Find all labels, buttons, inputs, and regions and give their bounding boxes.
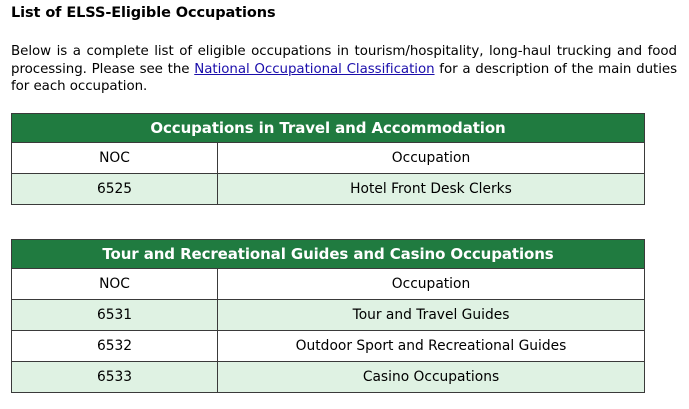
noc-link[interactable]: National Occupational Classification bbox=[194, 61, 435, 77]
occupation-cell: Hotel Front Desk Clerks bbox=[218, 174, 645, 205]
table-row bbox=[12, 300, 645, 331]
table-row bbox=[12, 362, 645, 393]
column-header-noc: NOC bbox=[12, 269, 218, 300]
intro-text-before-link: Below is a complete list of eligible occupations in tourism/hospitality, long-haul trucking and food processing. Please see the bbox=[11, 44, 677, 77]
occupation-cell: Casino Occupations bbox=[218, 362, 645, 393]
intro-text-after-link: for a description of the main duties for each occupation. bbox=[11, 61, 678, 94]
table-row bbox=[12, 174, 645, 205]
table-title: Tour and Recreational Guides and Casino Occupations bbox=[12, 240, 645, 269]
column-header-noc: NOC bbox=[12, 143, 218, 174]
noc-code-cell: 6531 bbox=[12, 300, 218, 331]
noc-code-cell: 6533 bbox=[12, 362, 218, 393]
column-header-occupation: Occupation bbox=[218, 143, 645, 174]
travel-accommodation-table bbox=[11, 113, 645, 205]
column-header-row bbox=[12, 143, 645, 174]
table-title: Occupations in Travel and Accommodation bbox=[12, 114, 645, 143]
table-row bbox=[12, 331, 645, 362]
column-header-row bbox=[12, 269, 645, 300]
occupation-cell: Outdoor Sport and Recreational Guides bbox=[218, 331, 645, 362]
intro-paragraph bbox=[11, 43, 677, 96]
tour-casino-table bbox=[11, 239, 645, 393]
occupation-cell: Tour and Travel Guides bbox=[218, 300, 645, 331]
noc-code-cell: 6525 bbox=[12, 174, 218, 205]
noc-code-cell: 6532 bbox=[12, 331, 218, 362]
column-header-occupation: Occupation bbox=[218, 269, 645, 300]
page-title: List of ELSS-Eligible Occupations bbox=[11, 5, 276, 21]
